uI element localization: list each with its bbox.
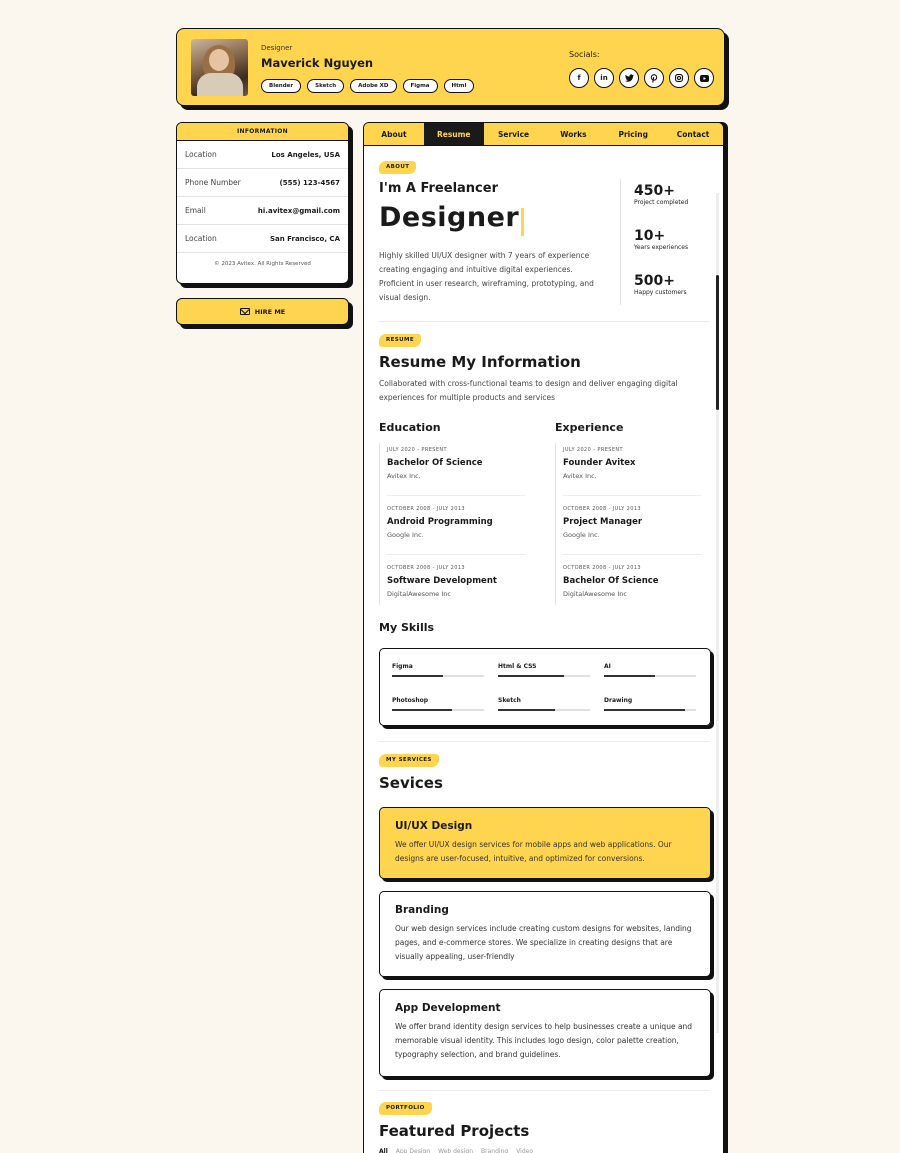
item-title: Android Programming <box>387 517 493 527</box>
education-item <box>387 447 483 480</box>
service-title: Branding <box>395 904 449 916</box>
item-title: Bachelor Of Science <box>563 576 659 586</box>
info-value[interactable]: hi.avitex@gmail.com <box>257 206 340 215</box>
info-row-phone <box>177 169 348 197</box>
experience-title: Experience <box>555 421 624 434</box>
service-card-branding[interactable] <box>379 891 711 977</box>
portfolio-title: Featured Projects <box>379 1122 530 1140</box>
skill-html-css <box>498 663 590 677</box>
avatar <box>191 39 248 96</box>
item-title: Bachelor Of Science <box>387 458 483 468</box>
education-item <box>387 506 493 539</box>
divider <box>379 1090 709 1091</box>
skill-bar <box>604 675 696 677</box>
skill-bar <box>392 675 484 677</box>
profile-header <box>176 28 725 106</box>
tag-sketch[interactable]: Sketch <box>307 79 344 93</box>
timeline-line <box>379 443 380 605</box>
item-org: DigitalAwesome Inc <box>387 590 451 598</box>
mail-icon <box>240 308 250 315</box>
divider <box>620 179 621 305</box>
tab-about[interactable]: About <box>381 129 407 139</box>
stat-value: 450+ <box>634 183 675 199</box>
item-org: Google Inc. <box>563 531 600 539</box>
copyright: © 2023 Avitex. All Rights Reserved <box>214 261 311 267</box>
hire-me-label: HIRE ME <box>254 307 286 316</box>
item-date: OCTOBER 2008 - JULY 2013 <box>563 506 642 512</box>
skill-bar <box>498 709 590 711</box>
info-label: Email <box>185 206 206 215</box>
item-org: Google Inc. <box>387 531 424 539</box>
tag-blender[interactable]: Blender <box>261 79 301 93</box>
skill-ai <box>604 663 696 677</box>
scrollbar-thumb[interactable] <box>716 275 719 410</box>
item-date: OCTOBER 2008 - JULY 2013 <box>387 506 466 512</box>
skill-label: AI <box>604 663 611 670</box>
about-badge: ABOUT <box>379 161 416 174</box>
item-title: Founder Avitex <box>563 458 636 468</box>
twitter-icon[interactable] <box>619 68 639 88</box>
info-label: Location <box>185 234 217 243</box>
hire-me-button[interactable] <box>176 298 349 325</box>
services-badge: MY SERVICES <box>379 754 439 767</box>
stat-value: 500+ <box>634 273 675 289</box>
info-row-location <box>177 141 348 169</box>
skill-bar-fill <box>392 709 452 711</box>
stat-label: Happy customers <box>634 289 687 296</box>
about-title: Designer <box>379 202 520 233</box>
divider <box>563 495 701 496</box>
about-description: Highly skilled UI/UX designer with 7 years of experience creating engaging and intuitive digital experiences. Proficient in user research, wireframing, prototyping, and visual design. <box>379 251 594 302</box>
skill-bar-fill <box>604 709 685 711</box>
facebook-icon[interactable]: f <box>569 68 589 88</box>
item-date: OCTOBER 2008 - JULY 2013 <box>563 565 642 571</box>
divider <box>379 741 709 742</box>
item-date: JULY 2020 - PRESENT <box>563 447 623 453</box>
tag-html[interactable]: Html <box>444 79 475 93</box>
information-card <box>176 122 349 284</box>
info-row-location-2 <box>177 225 348 253</box>
skills-title: My Skills <box>379 621 435 634</box>
stat-projects <box>634 183 688 206</box>
skill-bar-fill <box>498 709 555 711</box>
info-label: Location <box>185 150 217 159</box>
education-title: Education <box>379 421 441 434</box>
skill-label: Photoshop <box>392 697 429 704</box>
stat-label: Project completed <box>634 199 689 206</box>
info-value: (555) 123-4567 <box>279 178 340 187</box>
skill-bar <box>392 709 484 711</box>
instagram-icon[interactable] <box>669 68 689 88</box>
item-org: DigitalAwesome Inc <box>563 590 627 598</box>
filter-web-design[interactable]: Web design <box>438 1148 474 1153</box>
item-title: Project Manager <box>563 517 643 527</box>
skill-label: Figma <box>392 663 413 670</box>
tab-contact[interactable]: Contact <box>676 129 710 139</box>
youtube-icon[interactable] <box>694 68 714 88</box>
stat-label: Years experiences <box>634 244 689 251</box>
skill-label: Drawing <box>604 697 633 704</box>
portfolio-badge: PORTFOLIO <box>379 1102 432 1115</box>
experience-item <box>563 506 642 539</box>
info-row-email <box>177 197 348 225</box>
education-item <box>387 565 497 598</box>
experience-item <box>563 565 659 598</box>
skill-drawing <box>604 697 696 711</box>
experience-item <box>563 447 635 480</box>
portfolio-filters <box>379 1148 533 1153</box>
skill-bar <box>604 709 696 711</box>
service-card-uiux[interactable] <box>379 807 711 879</box>
skill-bar-fill <box>604 675 655 677</box>
resume-description: Collaborated with cross-functional teams to design and deliver engaging digital experiences for multiple products and services <box>379 379 678 402</box>
tab-service[interactable]: Service <box>497 129 530 139</box>
skill-bar-fill <box>392 675 443 677</box>
main-panel <box>363 122 724 1153</box>
divider <box>387 495 525 496</box>
divider <box>379 321 709 322</box>
tab-works[interactable]: Works <box>560 129 587 139</box>
filter-video[interactable]: Video <box>516 1148 533 1153</box>
scrollbar[interactable] <box>716 193 719 1033</box>
divider <box>563 554 701 555</box>
tag-figma[interactable]: Figma <box>403 79 438 93</box>
filter-branding[interactable]: Branding <box>481 1148 509 1153</box>
information-heading: INFORMATION <box>177 123 348 141</box>
service-card-app-development[interactable] <box>379 989 711 1077</box>
service-title: UI/UX Design <box>395 820 473 832</box>
stat-years <box>634 228 688 251</box>
info-value: San Francisco, CA <box>269 234 340 243</box>
about-intro: I'm A Freelancer <box>379 181 498 196</box>
item-org: Avitex Inc. <box>563 472 597 480</box>
resume-title: Resume My Information <box>379 353 581 371</box>
stat-customers <box>634 273 687 296</box>
resume-badge: RESUME <box>379 334 421 347</box>
nav-tabs <box>364 123 723 146</box>
about-title-wrap <box>379 202 524 236</box>
tab-resume[interactable]: Resume <box>424 123 484 145</box>
skill-figma <box>392 663 484 677</box>
info-value: Los Angeles, USA <box>271 150 340 159</box>
tab-pricing[interactable]: Pricing <box>618 129 648 139</box>
socials-label: Socials: <box>569 50 600 59</box>
item-date: JULY 2020 - PRESENT <box>387 447 447 453</box>
social-links <box>569 68 714 88</box>
stat-value: 10+ <box>634 228 666 244</box>
service-description: We offer UI/UX design services for mobile apps and web applications. Our designs are user-focused, intuitive, and optimized for conversions. <box>395 840 672 863</box>
services-title: Sevices <box>379 774 443 792</box>
divider <box>387 554 525 555</box>
typing-cursor <box>521 208 524 236</box>
skill-label: Html & CSS <box>498 663 537 670</box>
skill-tags <box>261 79 474 93</box>
pinterest-icon[interactable] <box>644 68 664 88</box>
skills-card <box>379 648 711 726</box>
item-date: OCTOBER 2008 - JULY 2013 <box>387 565 466 571</box>
timeline-line <box>555 443 556 605</box>
info-label: Phone Number <box>185 178 241 187</box>
skill-label: Sketch <box>498 697 521 704</box>
item-title: Software Development <box>387 576 497 586</box>
skill-bar-fill <box>498 675 564 677</box>
skill-bar <box>498 675 590 677</box>
tag-adobe-xd[interactable]: Adobe XD <box>350 79 396 93</box>
filter-app-design[interactable]: App Design <box>395 1148 431 1153</box>
service-description: Our web design services include creating custom designs for websites, landing pages, and e-commerce stores. We specialize in creating designs that are visually appealing, user-friendly <box>395 924 692 961</box>
item-org: Avitex Inc. <box>387 472 421 480</box>
skill-sketch <box>498 697 590 711</box>
linkedin-icon[interactable]: in <box>594 68 614 88</box>
filter-all[interactable]: All <box>379 1148 388 1153</box>
service-title: App Development <box>395 1002 501 1014</box>
service-description: We offer brand identity design services to help businesses create a unique and memorable visual identity. This includes logo design, color palette creation, typography selection, and brand guidelines. <box>395 1022 693 1059</box>
profile-role: Designer <box>261 44 293 52</box>
skill-photoshop <box>392 697 484 711</box>
profile-name: Maverick Nguyen <box>261 56 374 70</box>
